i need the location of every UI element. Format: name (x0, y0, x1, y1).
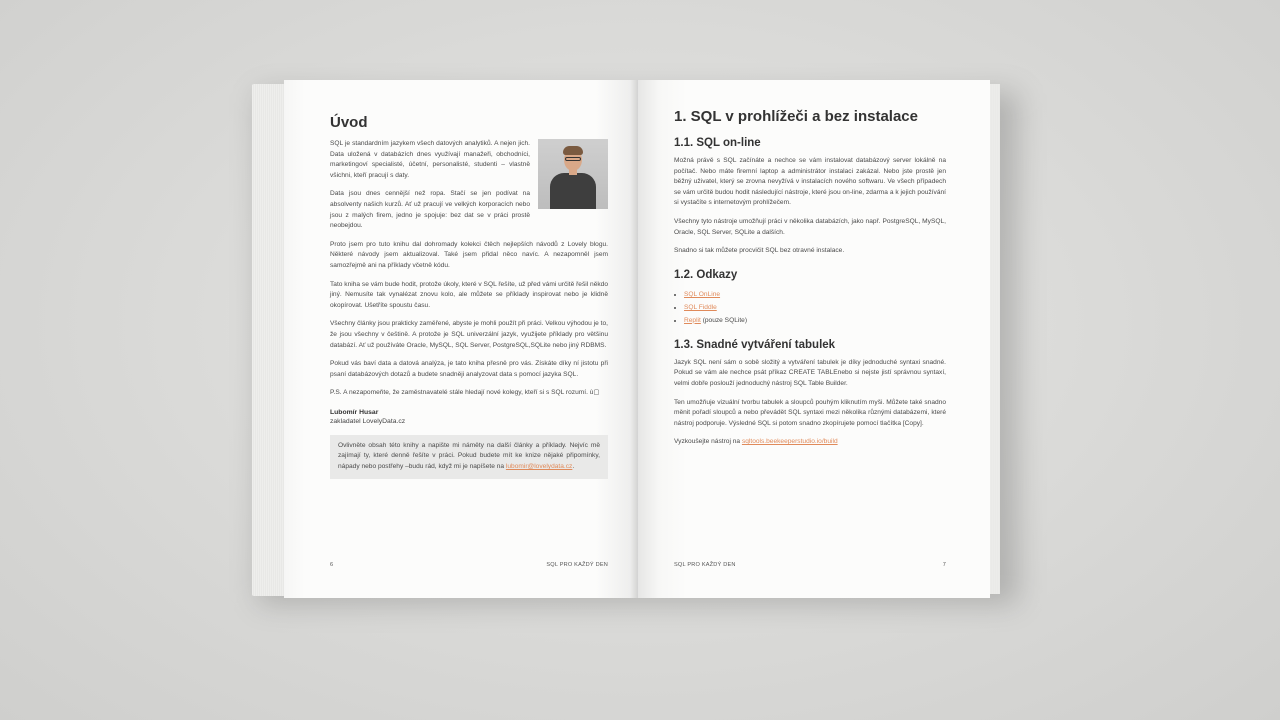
links-list (674, 288, 946, 327)
intro-heading: Úvod (330, 114, 368, 131)
section-3-paragraph-2: Ten umožňuje vizuální tvorbu tabulek a sloupců pouhým kliknutím myši. Můžete také snadno měnit pořadí sloupců a nebo převádět SQL syntaxi mezi několika různými databázemi, které nástroj podporuje. Výsledné SQL si potom snadno zkopírujete pomocí tlačítka [Copy]. (674, 398, 946, 427)
replit-link[interactable]: Replit (684, 316, 701, 324)
intro-paragraph-1: SQL je standardním jazykem všech datových analytiků. A nejen jich. Data uložená v databázích dnes využívají manažeři, obchodníci, marketingoví specialisté, účetní, personalisté, studenti – vlastně všichni, kteří pracují s daty. (330, 140, 530, 179)
list-item (684, 288, 946, 301)
right-page (638, 80, 990, 598)
link-suffix: (pouze SQLite) (700, 316, 748, 324)
list-item (684, 314, 946, 327)
author-photo (538, 139, 608, 209)
feedback-note-text (338, 441, 600, 473)
feedback-note (330, 435, 608, 479)
section-1-title: 1.1. SQL on-line (674, 137, 761, 149)
right-page-number: 7 (942, 562, 946, 568)
intro-paragraph-6: Pokud vás baví data a datová analýza, je tato kniha přesně pro vás. Získáte díky ní jistotu při psaní databázových dotazů a budete snadněji analyzovat data s pomocí jazyka SQL. (330, 360, 608, 378)
intro-paragraph-7: P.S. A nezapomeňte, že zaměstnavatelé stále hledají nové kolegy, kteří si s SQL rozumí. ù▢ (330, 389, 600, 397)
section-3-title: 1.3. Snadné vytváření tabulek (674, 338, 836, 351)
list-item (684, 301, 946, 314)
section-3-paragraph-3 (674, 437, 946, 448)
section-2-title: 1.2. Odkazy (674, 268, 738, 281)
right-running-title: SQL PRO KAŽDÝ DEN (674, 562, 736, 568)
intro-paragraph-4: Tato kniha se vám bude hodit, protože úkoly, které v SQL řešíte, už před vámi určitě řešil někdo jiný. Nemusíte tak vynalézat znovu kolo, ale můžete se příklady inspirovat nebo je klidně okopírovat. Ušetříte spoustu času. (330, 280, 608, 309)
sqltools-link[interactable]: sqltools.beekeeperstudio.io/build (741, 438, 838, 446)
left-page (284, 80, 638, 598)
intro-paragraph-2: Data jsou dnes cennější než ropa. Stačí se jen podívat na absolventy našich kurzů. Ať už pracují ve velkých korporacích nebo jsou z malých firem, jedno je spojuje: bez dat se v práci prostě neobejdou. (330, 190, 530, 230)
author-name: Lubomír Husar (330, 408, 379, 416)
sql-online-link[interactable]: SQL OnLine (684, 290, 721, 298)
author-email-link[interactable]: lubomir@lovelydata.cz (505, 463, 573, 471)
section-1-paragraph-3: Snadno si tak můžete procvičit SQL bez otravné instalace. (674, 247, 845, 255)
section-1-paragraph-1: Možná právě s SQL začínáte a nechce se vám instalovat databázový server lokálně na počítač. Nebo máte firemní laptop a administrátor instalaci zakázal. Nebo jste prostě jen běžný uživatel, který se zrovna nevyžívá v instalacích nového softwaru. Ve všech případech se vám určitě budou hodit následující nástroje, které jsou on-line, zdarma a k jejich používání si vystačíte s internetovým prohlížečem. (674, 157, 946, 207)
chapter-title: 1. SQL v prohlížeči a bez instalace (674, 108, 918, 125)
feedback-note-end: . (572, 463, 575, 471)
feedback-note-body: Ovlivněte obsah této knihy a napište mi náměty na další články a příklady. Nejvíc mě zajímají ty, které denně řešíte v práci. Pokud budete mít ke knize nějaké připomínky, nápady nebo postřehy –budu rád, když mi je napíšete na (338, 441, 600, 471)
section-1-paragraph-2: Všechny tyto nástroje umožňují práci v několika databázích, jako např. PostgreSQL, MySQL, Oracle, SQL Server, SQLite a dalších. (674, 217, 946, 236)
sql-fiddle-link[interactable]: SQL Fiddle (684, 303, 717, 311)
try-tool-text: Vyzkoušejte nástroj na (674, 438, 742, 446)
left-page-number: 6 (330, 562, 334, 568)
photo-glasses (565, 157, 581, 161)
intro-paragraph-5: Všechny články jsou prakticky zaměřené, abyste je mohli použít při práci. Velkou výhodou je to, že jsou všechny v češtině. A protože je SQL univerzální jazyk, využijete příklady pro většinu databází. Ať už používáte Oracle, MySQL, SQL Server, PostgreSQL,SQLite nebo jiný RDBMS. (330, 320, 608, 349)
section-3-paragraph-1: Jazyk SQL není sám o sobě složitý a vytváření tabulek je díky jednoduché syntaxi snadné. Pokud se vám ale nechce psát příkaz CREATE TABLEnebo si nejste jistí správnou syntaxí, velmi dobře poslouží jednoduchý nástroj SQL Table Builder. (674, 358, 946, 387)
intro-paragraph-3: Proto jsem pro tuto knihu dal dohromady kolekci čtěch nejlepších návodů z Lovely blogu. Některé návody jsem aktualizoval. Také jsem přidal něco navíc. A nezapomněl jsem samozřejmě ani na příklady včetně kódu. (330, 240, 608, 269)
left-running-title: SQL PRO KAŽDÝ DEN (546, 562, 608, 568)
photo-hair (563, 146, 583, 155)
author-role: zakladatel LovelyData.cz (330, 417, 406, 425)
photo-body (550, 173, 596, 209)
